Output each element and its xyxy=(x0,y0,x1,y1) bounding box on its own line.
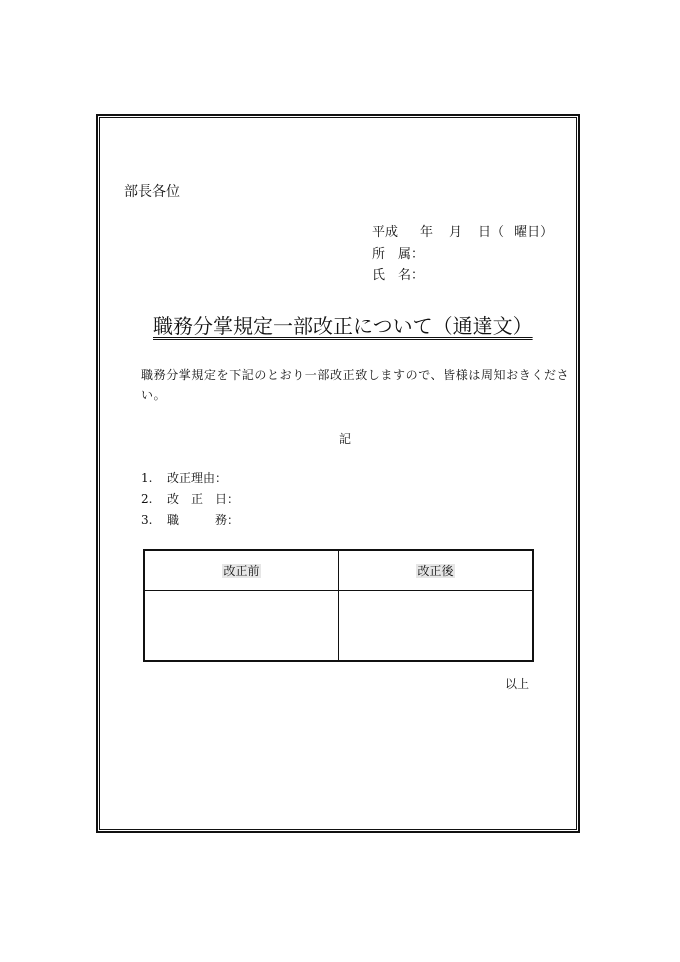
body-paragraph: 職務分掌規定を下記のとおり一部改正致しますので、皆様は周知おきください。 xyxy=(141,368,570,402)
item-label: 改 正 日： xyxy=(167,492,240,506)
item-number: 3. xyxy=(141,513,153,527)
date-day: 日（ xyxy=(478,225,505,240)
end-mark: 以上 xyxy=(505,677,530,691)
department-label: 所 属： xyxy=(372,247,425,262)
date-month: 月 xyxy=(449,225,463,240)
list-item xyxy=(141,469,227,486)
table-row xyxy=(145,591,532,661)
addressee: 部長各位 xyxy=(124,184,180,200)
header-before-label: 改正前 xyxy=(223,564,260,578)
item-label: 改正理由： xyxy=(167,471,228,485)
ki-heading: 記 xyxy=(339,432,352,446)
header-before xyxy=(145,551,339,591)
header-after xyxy=(339,551,533,591)
name-label: 氏 名： xyxy=(372,268,425,283)
date-line xyxy=(372,221,553,240)
list-item xyxy=(141,511,239,528)
list-item xyxy=(141,490,239,507)
item-number: 1. xyxy=(141,471,153,485)
date-era: 平成 xyxy=(372,225,399,240)
item-number: 2. xyxy=(141,492,153,506)
cell-after[interactable] xyxy=(339,591,533,661)
document-title: 職務分掌規定一部改正について（通達文） xyxy=(153,314,533,338)
date-year: 年 xyxy=(420,225,434,240)
header-after-label: 改正後 xyxy=(417,564,454,578)
table-header-row xyxy=(145,551,532,591)
item-label: 職 務： xyxy=(167,513,240,527)
revision-table xyxy=(143,549,534,662)
date-weekday: 曜日） xyxy=(514,225,554,240)
cell-before[interactable] xyxy=(145,591,339,661)
